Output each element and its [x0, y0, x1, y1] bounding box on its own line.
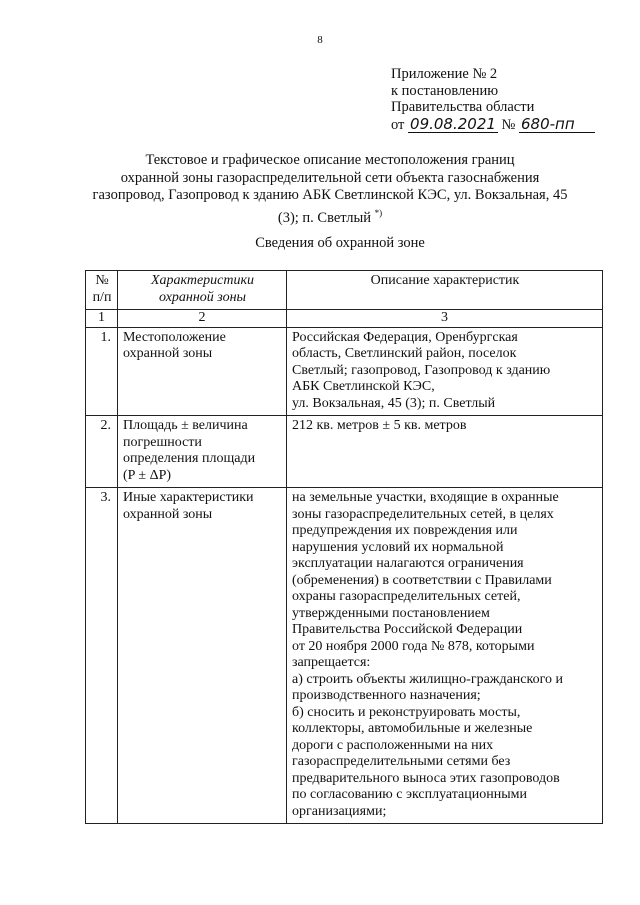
header-characteristics [118, 271, 287, 310]
description-line: б) сносить и реконструировать мосты, [292, 704, 521, 720]
description-line: ул. Вокзальная, 45 (3); п. Светлый [292, 395, 496, 411]
header-char-line-1: Характеристики [150, 273, 255, 288]
section-heading: Сведения об охранной зоне [255, 235, 425, 251]
column-number: 1 [86, 310, 118, 328]
description-line: (обременения) в соответствии с Правилами [292, 572, 552, 588]
header-char-line-2: охранной зоны [158, 289, 247, 305]
description-line: 212 кв. метров ± 5 кв. метров [292, 418, 467, 433]
appendix-date-line [391, 116, 595, 134]
zone-info-table [85, 270, 603, 824]
table-row [86, 416, 603, 488]
description-line: производственного назначения; [292, 688, 481, 703]
description-line: охраны газораспределительных сетей, [292, 589, 521, 604]
characteristic-line: (P ± ΔP) [123, 467, 172, 483]
title-line-4-wrap [85, 205, 575, 227]
description-line: а) строить объекты жилищно-гражданского и [292, 671, 563, 687]
table-row [86, 488, 603, 824]
page-number: 8 [317, 34, 323, 46]
row-characteristic [118, 327, 287, 416]
description-line: газораспределительными сетями без [292, 754, 511, 769]
description-line: дороги с расположенными на них [292, 737, 494, 753]
appendix-line-1: Приложение № 2 [391, 66, 498, 82]
description-line: зоны газораспределительных сетей, в целях [292, 506, 554, 522]
description-line: коллекторы, автомобильные и железные [292, 721, 533, 736]
row-characteristic [118, 488, 287, 824]
from-label: от [391, 116, 405, 133]
document-title [85, 152, 575, 227]
description-line: область, Светлинский район, поселок [292, 346, 517, 361]
row-description [287, 416, 603, 488]
description-line: по согласованию с эксплуатационными [292, 787, 527, 802]
title-line-2: охранной зоны газораспределительной сети объекта газоснабжения [120, 169, 540, 186]
description-line: предварительного выноса этих газопроводов [292, 770, 560, 786]
row-number: 3. [86, 488, 118, 824]
header-num-line-2: п/п [92, 289, 112, 305]
appendix-block [391, 66, 595, 133]
header-num [86, 271, 118, 310]
column-number-row [86, 310, 603, 328]
characteristic-line: Площадь ± величина [123, 418, 248, 433]
characteristic-line: охранной зоны [123, 506, 213, 522]
description-line: утвержденными постановлением [292, 605, 490, 621]
column-number: 3 [287, 310, 603, 328]
header-description: Описание характеристик [287, 271, 603, 310]
description-line: эксплуатации налагаются ограничения [292, 556, 524, 571]
row-characteristic [118, 416, 287, 488]
footnote-mark: *) [374, 207, 383, 218]
description-line: АБК Светлинской КЭС, [292, 379, 435, 394]
title-line-3: газопровод, Газопровод к зданию АБК Светлинской КЭС, ул. Вокзальная, 45 [92, 187, 568, 203]
table-row [86, 327, 603, 416]
description-line: предупреждения их повреждения или [292, 523, 518, 538]
description-line: Российская Федерация, Оренбургская [292, 329, 518, 345]
number-label: № [501, 116, 516, 133]
description-line: на земельные участки, входящие в охранные [292, 490, 559, 505]
description-line: запрещается: [292, 655, 371, 670]
row-description [287, 488, 603, 824]
column-number: 2 [118, 310, 287, 328]
characteristic-line: погрешности [123, 434, 202, 450]
title-line-4: (3); п. Светлый [277, 209, 372, 226]
description-line: от 20 ноября 2000 года № 878, которыми [292, 638, 535, 654]
description-line: Правительства Российской Федерации [292, 622, 523, 637]
table-header-row [86, 271, 603, 310]
description-line: нарушения условий их нормальной [292, 539, 504, 555]
characteristic-line: определения площади [123, 451, 256, 466]
handwritten-number: 680-пп [519, 116, 595, 134]
appendix-line-3: Правительства области [391, 99, 535, 115]
title-line-1: Текстовое и графическое описание местоположения границ [145, 152, 515, 168]
header-num-line-1: № [95, 273, 109, 288]
description-line: организациями; [292, 803, 387, 819]
characteristic-line: Иные характеристики [123, 490, 254, 505]
row-number: 2. [86, 416, 118, 488]
row-number: 1. [86, 327, 118, 416]
handwritten-date: 09.08.2021 [410, 114, 496, 133]
characteristic-line: Местоположение [123, 329, 226, 345]
characteristic-line: охранной зоны [123, 346, 213, 361]
description-line: Светлый; газопровод, Газопровод к зданию [292, 362, 551, 378]
row-description [287, 327, 603, 416]
appendix-line-2: к постановлению [391, 82, 499, 99]
